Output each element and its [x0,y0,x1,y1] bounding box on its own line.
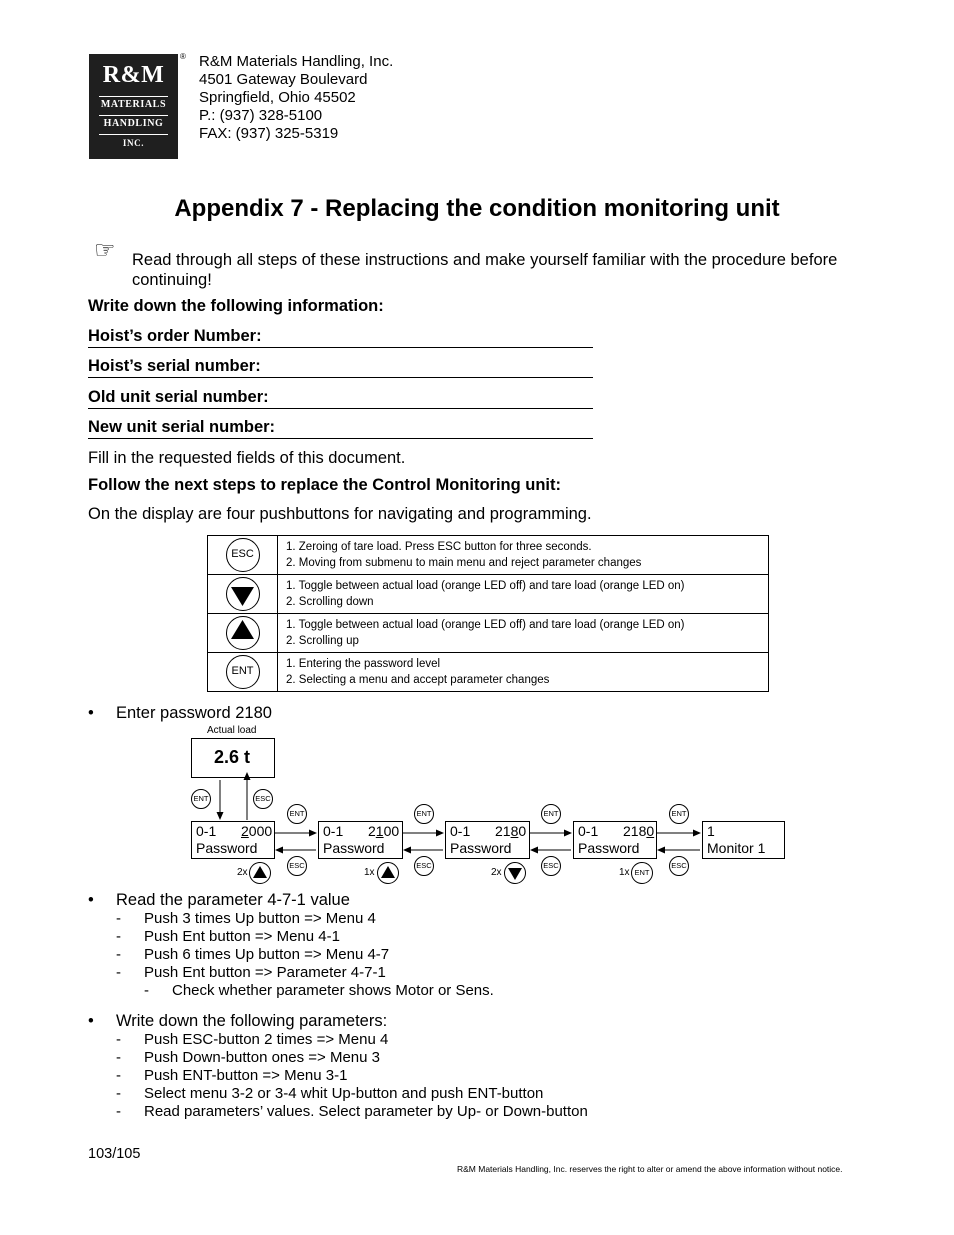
cursor-digit: 2 [241,823,249,839]
monitor-display-box [702,821,785,859]
esc-icon: ESC [669,856,689,876]
bullet-icon: • [88,704,94,722]
digits: 218 [623,823,647,839]
up-button-icon [249,862,271,884]
display-line [196,823,274,840]
old-unit-serial-field: Old unit serial number: [88,388,593,409]
ent-icon: ENT [287,804,307,824]
password-value [623,823,654,840]
actual-load-display: 2.6 t [191,738,275,778]
table-cell [278,614,769,653]
table-cell [208,536,278,575]
list-item: - Push 3 times Up button => Menu 4 [116,910,376,927]
step-text: Read parameters’ values. Select parameter by Up- or Down-button [144,1103,588,1120]
address-line: R&M Materials Handling, Inc. [199,53,394,70]
step-text: Check whether parameter shows Motor or Sens. [172,982,494,999]
pushbutton-table [207,535,769,692]
password-value [495,823,526,840]
table-cell [278,575,769,614]
display-name: Password [578,840,640,856]
pointing-hand-icon: ☞ [94,237,116,264]
description-line: 2. Moving from submenu to main menu and reject parameter changes [286,557,642,569]
description-line: 2. Selecting a menu and accept parameter changes [286,674,550,686]
ent-icon: ENT [541,804,561,824]
write-down-heading: Write down the following information: [88,297,384,315]
cursor-digit: 0 [646,823,655,839]
fill-in-text: Fill in the requested fields of this document. [88,449,406,467]
down-arrow-icon [505,863,525,883]
up-button-icon [226,616,260,650]
list-item: - Push 6 times Up button => Menu 4-7 [116,946,390,963]
table-cell [208,575,278,614]
password-display-box [191,821,275,859]
password-value [241,823,272,840]
note-text: Read through all steps of these instructions and make yourself familiar with the procedure before continuing! [132,251,838,289]
down-button-icon [226,577,260,611]
list-item: - Read parameters’ values. Select parameter by Up- or Down-button [116,1103,588,1120]
display-line [578,823,656,840]
step-text: Push 3 times Up button => Menu 4 [144,910,376,927]
digits: 00 [383,823,400,839]
logo-divider [99,134,168,135]
password-display-box [573,821,657,859]
list-item: - Check whether parameter shows Motor or Sens. [144,982,494,999]
table-row [208,575,769,614]
ent-icon: ENT [414,804,434,824]
display-intro: On the display are four pushbuttons for navigating and programming. [88,505,592,523]
down-button-icon [504,862,526,884]
esc-icon: ESC [287,856,307,876]
step-text: Push 6 times Up button => Menu 4-7 [144,946,390,963]
up-arrow-icon [227,617,258,648]
digits: 000 [248,823,273,839]
page-title: Appendix 7 - Replacing the condition monitoring unit [174,195,780,222]
press-count: 1x [619,867,630,878]
step-text: Push Ent button => Menu 4-1 [144,928,340,945]
press-count: 2x [237,867,248,878]
table-cell [278,653,769,692]
follow-heading: Follow the next steps to replace the Control Monitoring unit: [88,476,561,494]
new-unit-serial-field: New unit serial number: [88,418,593,439]
ent-button-icon: ENT [631,862,653,884]
address-line: 4501 Gateway Boulevard [199,71,368,88]
menu-code: 0-1 [450,823,471,839]
display-line [450,823,529,840]
bullet-text: Enter password 2180 [116,704,272,722]
logo-handling: HANDLING [103,118,164,129]
cursor-digit: 1 [375,823,384,839]
step-list [116,910,494,1000]
esc-icon: ESC [253,789,273,809]
serial-number-field: Hoist’s serial number: [88,357,593,378]
address-line: P.: (937) 328-5100 [199,107,323,124]
company-address [199,53,393,143]
menu-code: 0-1 [196,823,217,839]
table-row [208,614,769,653]
footer-disclaimer: R&M Materials Handling, Inc. reserves the right to alter or amend the above information without notice. [457,1164,843,1174]
step-text: Push Down-button ones => Menu 3 [144,1049,380,1066]
table-row [208,536,769,575]
display-name: Password [450,840,512,856]
description-line: 1. Entering the password level [286,658,441,670]
description-line: 2. Scrolling down [286,596,374,608]
actual-load-label: Actual load [207,725,257,736]
address-line: FAX: (937) 325-5319 [199,125,339,142]
bullet-icon: • [88,1012,94,1030]
password-display-box [318,821,403,859]
step-text: Push Ent button => Parameter 4-7-1 [144,964,386,981]
menu-code: 0-1 [578,823,599,839]
company-logo [89,54,178,159]
digits: 2 [368,823,376,839]
list-item: - Push Ent button => Parameter 4-7-1 [116,964,386,981]
esc-button-icon: ESC [226,538,260,572]
ent-button-icon: ENT [226,655,260,689]
digits: 0 [518,823,527,839]
table-cell [278,536,769,575]
press-count: 2x [491,867,502,878]
logo-divider [99,115,168,116]
order-number-field: Hoist’s order Number: [88,327,593,348]
table-row [208,653,769,692]
display-name: Password [196,840,258,856]
display-line [323,823,402,840]
digits: 21 [495,823,511,839]
list-item: - Push ENT-button => Menu 3-1 [116,1067,348,1084]
up-arrow-icon [250,863,270,883]
ent-icon: ENT [669,804,689,824]
esc-icon: ESC [541,856,561,876]
up-arrow-icon [378,863,398,883]
list-item: - Push Down-button ones => Menu 3 [116,1049,380,1066]
up-button-icon [377,862,399,884]
display-name: Monitor 1 [707,840,766,856]
esc-icon: ESC [414,856,434,876]
menu-code: 0-1 [323,823,344,839]
page-number: 103/105 [88,1146,141,1162]
list-item: - Push ESC-button 2 times => Menu 4 [116,1031,389,1048]
bullet-icon: • [88,891,94,909]
bullet-text: Write down the following parameters: [116,1012,388,1030]
address-line: Springfield, Ohio 45502 [199,89,356,106]
password-display-box [445,821,530,859]
description-line: 1. Toggle between actual load (orange LED off) and tare load (orange LED on) [286,580,685,592]
down-arrow-icon [227,578,258,609]
step-text: Select menu 3-2 or 3-4 whit Up-button and push ENT-button [144,1085,544,1102]
password-value [368,823,399,840]
list-item: - Push Ent button => Menu 4-1 [116,928,340,945]
cursor-digit: 8 [510,823,519,839]
description-line: 1. Zeroing of tare load. Press ESC button for three seconds. [286,541,592,553]
step-text: Push ESC-button 2 times => Menu 4 [144,1031,389,1048]
table-cell [208,614,278,653]
press-count: 1x [364,867,375,878]
logo-inc: INC. [122,138,145,148]
menu-code: 1 [707,823,715,839]
description-line: 1. Toggle between actual load (orange LED off) and tare load (orange LED on) [286,619,685,631]
logo-text: R&M [102,62,165,88]
ent-icon: ENT [191,789,211,809]
table-cell [208,653,278,692]
description-line: 2. Scrolling up [286,635,359,647]
bullet-text: Read the parameter 4-7-1 value [116,891,350,909]
list-item: - Select menu 3-2 or 3-4 whit Up-button and push ENT-button [116,1085,544,1102]
logo-divider [99,96,168,97]
display-name: Password [323,840,385,856]
registered-mark: ® [180,52,186,61]
logo-materials: MATERIALS [100,99,167,110]
step-list [116,1031,588,1121]
step-text: Push ENT-button => Menu 3-1 [144,1067,348,1084]
